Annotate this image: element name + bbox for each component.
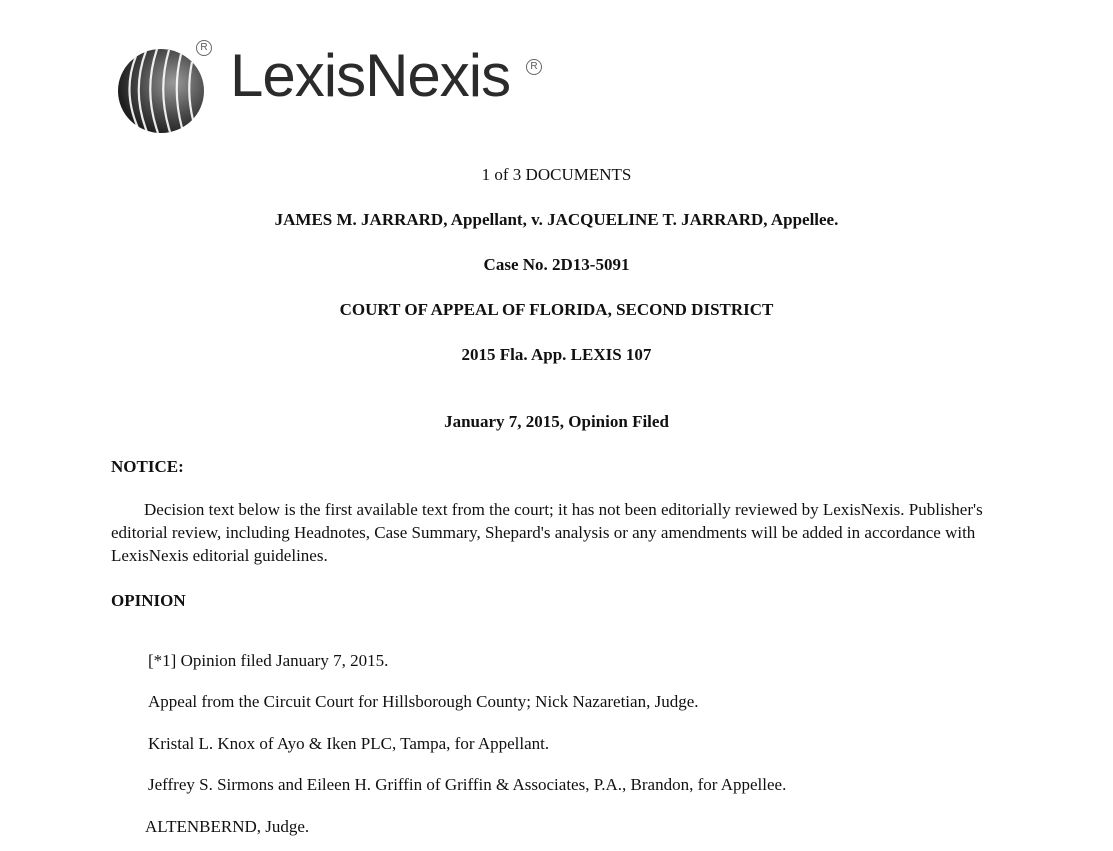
opinion-line: [*1] Opinion filed January 7, 2015. xyxy=(148,651,389,670)
opinion-line: Jeffrey S. Sirmons and Eileen H. Griffin of Griffin & Associates, P.A., Brandon, for Appellee. xyxy=(148,775,787,794)
opinion-line: Appeal from the Circuit Court for Hillsborough County; Nick Nazaretian, Judge. xyxy=(148,692,699,711)
case-number: Case No. 2D13-5091 xyxy=(483,255,630,274)
notice-heading: NOTICE: xyxy=(111,457,184,476)
opinion-line: ALTENBERND, Judge. xyxy=(145,817,310,836)
opinion-heading: OPINION xyxy=(111,591,186,610)
registered-mark: R xyxy=(196,40,212,56)
opinion-line: Kristal L. Knox of Ayo & Iken PLC, Tampa, for Appellant. xyxy=(148,734,550,753)
case-parties: JAMES M. JARRARD, Appellant, v. JACQUELINE T. JARRARD, Appellee. xyxy=(274,210,839,229)
citation: 2015 Fla. App. LEXIS 107 xyxy=(461,345,652,364)
opinion-date: January 7, 2015, Opinion Filed xyxy=(444,412,669,431)
notice-text: Decision text below is the first available text from the court; it has not been editorially reviewed by LexisNexis. Publisher's editorial review, including Headnotes, Case Summary, Shepard's analysis or any amendments will be added in accordance with LexisNexis editorial guidelines. xyxy=(111,500,983,565)
registered-mark: R xyxy=(526,59,542,75)
document-count: 1 of 3 DOCUMENTS xyxy=(481,165,632,184)
lexisnexis-logo xyxy=(116,40,556,135)
lexisnexis-sphere-icon xyxy=(116,44,218,134)
brand-wordmark: LexisNexis xyxy=(230,42,511,109)
court-name: COURT OF APPEAL OF FLORIDA, SECOND DISTRICT xyxy=(339,300,774,319)
